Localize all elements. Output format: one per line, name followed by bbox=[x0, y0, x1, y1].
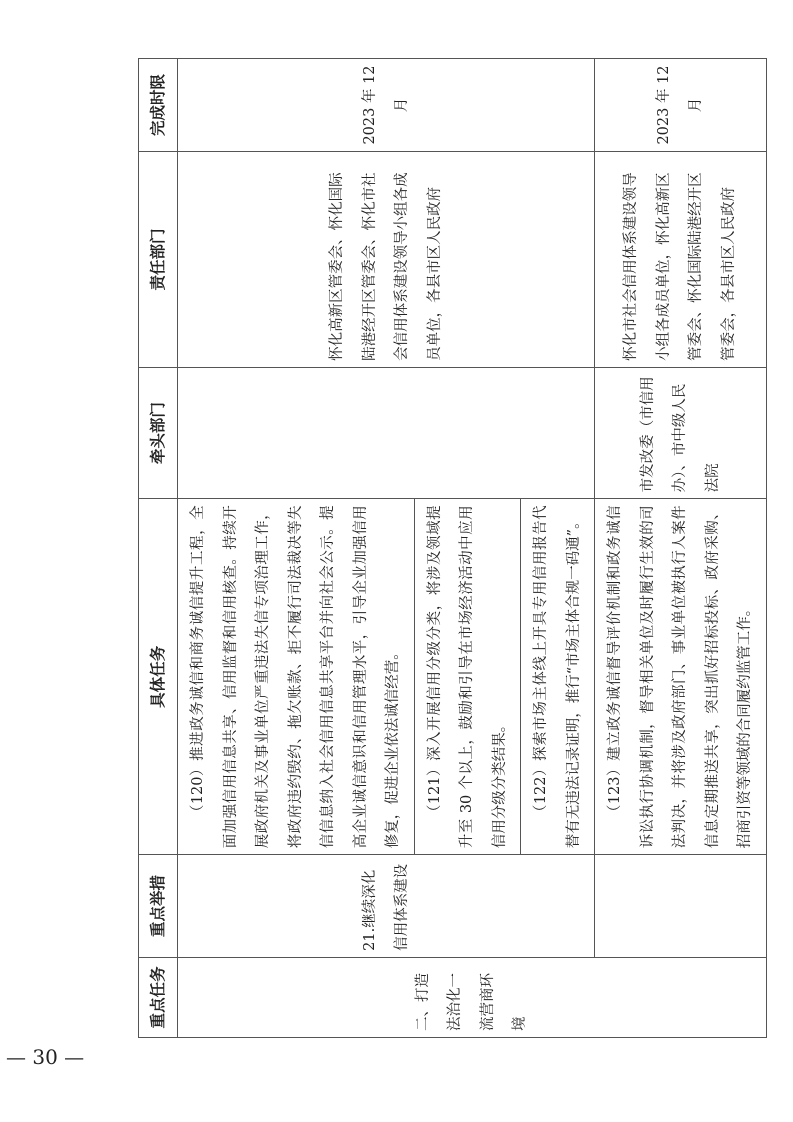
deadline-cell-123: 2023 年 12 月 bbox=[595, 59, 767, 152]
header-lead-dept: 牵头部门 bbox=[139, 367, 178, 498]
table-row bbox=[178, 59, 415, 1038]
header-resp-dept: 责任部门 bbox=[139, 152, 178, 368]
header-specific-task: 具体任务 bbox=[139, 499, 178, 855]
header-deadline: 完成时限 bbox=[139, 59, 178, 152]
task-cell-120: （120）推进政务诚信和商务诚信提升工程，全面加强信用信息共享、信用监督和信用核查。持续开展政府机关及事业单位严重违法失信专项治理工作，将政府违约毁约、拖欠账款、拒不履行司法裁决等失信信息纳入社会信用信息共享平台并向社会公示。提高企业诚信意识和信用管理水平，引导企业加强信用修复，促进企业依法诚信经营。 bbox=[178, 499, 415, 855]
lead-cell-123: 市发改委（市信用办）、市中级人民法院 bbox=[595, 367, 767, 498]
deadline-cell-120-122: 2023 年 12 月 bbox=[178, 59, 595, 152]
measure-cell-empty bbox=[595, 855, 767, 958]
task-table bbox=[138, 58, 767, 1038]
table-row bbox=[595, 59, 767, 1038]
header-row bbox=[139, 59, 178, 1038]
task-cell-121: （121）深入开展信用分级分类，将涉及领域提升至 30 个以上，鼓励和引导在市场经济活动中应用信用分级分类结果。 bbox=[414, 499, 521, 855]
header-measure: 重点举措 bbox=[139, 855, 178, 958]
key-task-cell: 二、打造法治化一流营商环境 bbox=[178, 957, 767, 1037]
header-key-task: 重点任务 bbox=[139, 957, 178, 1037]
task-cell-123: （123）建立政务诚信督导评价机制和政务诚信诉讼执行协调机制，督导相关单位及时履行生效的司法判决，并将涉及政府部门、事业单位被执行人案件信息定期推送共享，突出抓好招标投标、政府采购、招商引资等领域的合同履约监管工作。 bbox=[595, 499, 767, 855]
resp-cell-123: 怀化市社会信用体系建设领导小组各成员单位，怀化高新区管委会、怀化国际陆港经开区管委会，各县市区人民政府 bbox=[595, 152, 767, 368]
measure-cell: 21.继续深化信用体系建设 bbox=[178, 855, 595, 958]
task-cell-122: （122）探索市场主体线上开具专用信用报告代替有无违法记录证明，推行“市场主体合规一码通”。 bbox=[521, 499, 595, 855]
resp-cell-120-122: 怀化高新区管委会、怀化国际陆港经开区管委会、怀化市社会信用体系建设领导小组各成员单位，各县市区人民政府 bbox=[178, 152, 595, 368]
page-number: — 30 — bbox=[6, 1045, 85, 1069]
lead-cell-120-122 bbox=[178, 367, 595, 498]
